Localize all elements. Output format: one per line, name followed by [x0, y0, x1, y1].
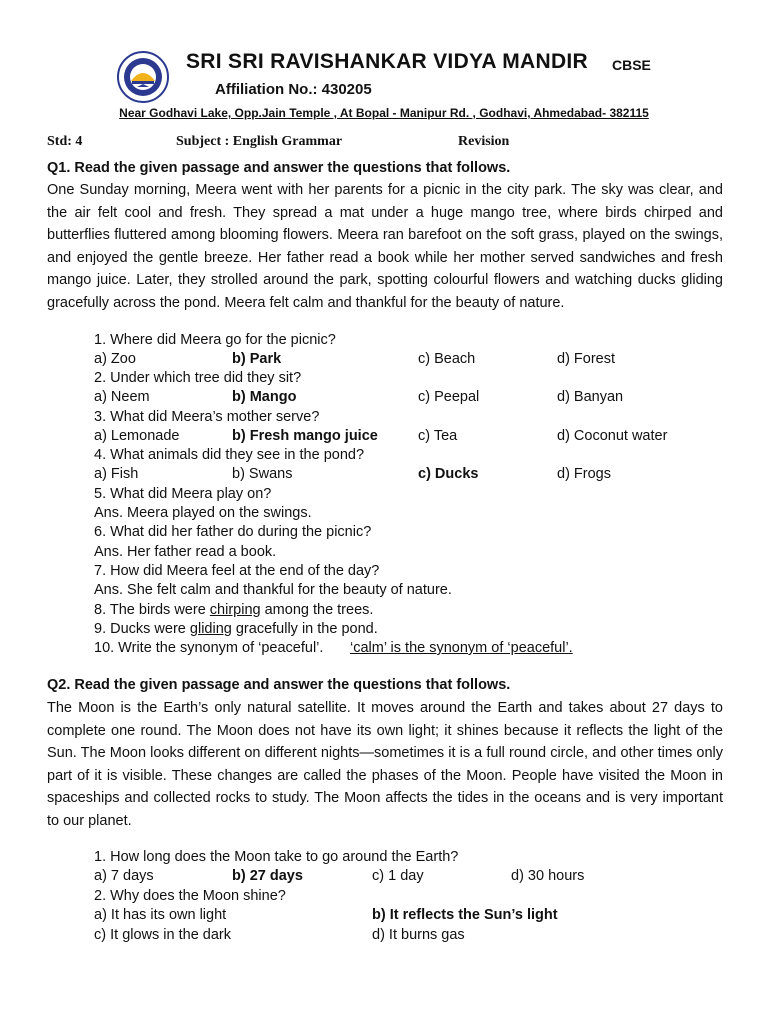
affiliation-number: Affiliation No.: 430205 [215, 81, 372, 98]
q1-mcq2-option-a: a) Neem [94, 389, 150, 405]
q1-mcq4-question: 4. What animals did they see in the pond? [94, 447, 365, 463]
q1-q5-question: 5. What did Meera play on? [94, 486, 272, 502]
q1-q6-answer: Ans. Her father read a book. [94, 544, 277, 560]
q2-passage: The Moon is the Earth’s only natural satellite. It moves around the Earth and takes about 27 days to complete one round. The Moon does not have its own light; it shines because it reflects the light of the Sun. The Moon looks different on different nights—sometimes it is a full round circle, and other times only part of it is visible. These changes are called the phases of the Moon. People have visited the Moon in spaceships and collected rocks to study. The Moon affects the tides in the oceans and is very important to our planet. [47, 700, 723, 829]
q1-q7-answer: Ans. She felt calm and thankful for the beauty of nature. [94, 582, 452, 598]
q1-mcq1-option-b-answer: b) Park [232, 351, 282, 367]
q1-mcq2-option-d: d) Banyan [557, 389, 624, 405]
q1-q8-suffix: among the trees. [260, 602, 374, 618]
q1-q8-prefix: 8. The birds were [94, 602, 210, 618]
q1-mcq1-option-d: d) Forest [557, 351, 616, 367]
revision-label: Revision [458, 134, 510, 149]
q1-q7-question: 7. How did Meera feel at the end of the day? [94, 563, 380, 579]
q1-q10-answer: ‘calm’ is the synonym of ‘peaceful’. [350, 640, 573, 656]
standard-label: Std: 4 [47, 134, 83, 149]
school-address: Near Godhavi Lake, Opp.Jain Temple , At Bopal - Manipur Rd. , Godhavi, Ahmedabad- 382115 [119, 106, 649, 120]
q1-q8-underlined-word: chirping [209, 602, 261, 618]
q2-mcq2-option-b-answer: b) It reflects the Sun’s light [372, 907, 558, 923]
q1-q6-question: 6. What did her father do during the picnic? [94, 524, 372, 540]
q1-passage: One Sunday morning, Meera went with her parents for a picnic in the city park. The sky was clear, and the air felt cool and fresh. They spread a mat under a huge mango tree, where birds chirped and butterflies fluttered among blooming flowers. Meera ran barefoot on the soft grass, played on the swings, and enjoyed the gentle breeze. Her father read a book while her mother served sandwiches and fresh mango juice. Later, they strolled around the park, spotting colourful flowers and watching ducks gliding gracefully across the pond. Meera felt calm and thankful for the beauty of nature. [47, 182, 723, 311]
q1-mcq2-question: 2. Under which tree did they sit? [94, 370, 302, 386]
q1-q9-prefix: 9. Ducks were [94, 621, 190, 637]
q2-mcq2-option-d: d) It burns gas [372, 927, 465, 943]
q1-mcq1-option-a: a) Zoo [94, 351, 136, 367]
q1-mcq4-option-a: a) Fish [94, 466, 139, 482]
q1-q9-sentence [94, 620, 378, 639]
q2-mcq1-question: 1. How long does the Moon take to go around the Earth? [94, 849, 459, 865]
q1-mcq3-question: 3. What did Meera’s mother serve? [94, 409, 320, 425]
q1-mcq3-option-a: a) Lemonade [94, 428, 180, 444]
q1-mcq4-option-b: b) Swans [232, 466, 293, 482]
subject-label: Subject : English Grammar [176, 134, 343, 149]
q2-mcq1-option-c: c) 1 day [372, 868, 424, 884]
q2-mcq2-option-a: a) It has its own light [94, 907, 227, 923]
q2-mcq1-option-d: d) 30 hours [511, 868, 585, 884]
q1-q9-underlined-word: gliding [189, 621, 232, 637]
q2-mcq2-option-c: c) It glows in the dark [94, 927, 231, 943]
q1-q9-suffix: gracefully in the pond. [231, 621, 378, 637]
q1-mcq2-option-b-answer: b) Mango [232, 389, 297, 405]
board-label: CBSE [612, 57, 651, 73]
q1-mcq3-option-d: d) Coconut water [557, 428, 668, 444]
school-logo-icon [117, 51, 169, 103]
q1-mcq2-option-c: c) Peepal [418, 389, 480, 405]
q1-mcq4-option-d: d) Frogs [557, 466, 611, 482]
q1-mcq1-option-c: c) Beach [418, 351, 476, 367]
school-name: SRI SRI RAVISHANKAR VIDYA MANDIR [186, 50, 589, 73]
q1-q5-answer: Ans. Meera played on the swings. [94, 505, 312, 521]
q2-mcq2-question: 2. Why does the Moon shine? [94, 888, 286, 904]
q1-q8-sentence [94, 601, 373, 620]
q1-mcq3-option-c: c) Tea [418, 428, 458, 444]
q1-q10-question: 10. Write the synonym of ‘peaceful’. [94, 640, 324, 656]
q2-heading: Q2. Read the given passage and answer the questions that follows. [47, 677, 511, 693]
q2-mcq1-option-b-answer: b) 27 days [232, 868, 303, 884]
q1-mcq3-option-b-answer: b) Fresh mango juice [232, 428, 378, 444]
q2-mcq1-option-a: a) 7 days [94, 868, 154, 884]
q1-mcq4-option-c-answer: c) Ducks [418, 466, 479, 482]
q1-mcq1-question: 1. Where did Meera go for the picnic? [94, 332, 336, 348]
q1-heading: Q1. Read the given passage and answer the questions that follows. [47, 160, 511, 176]
